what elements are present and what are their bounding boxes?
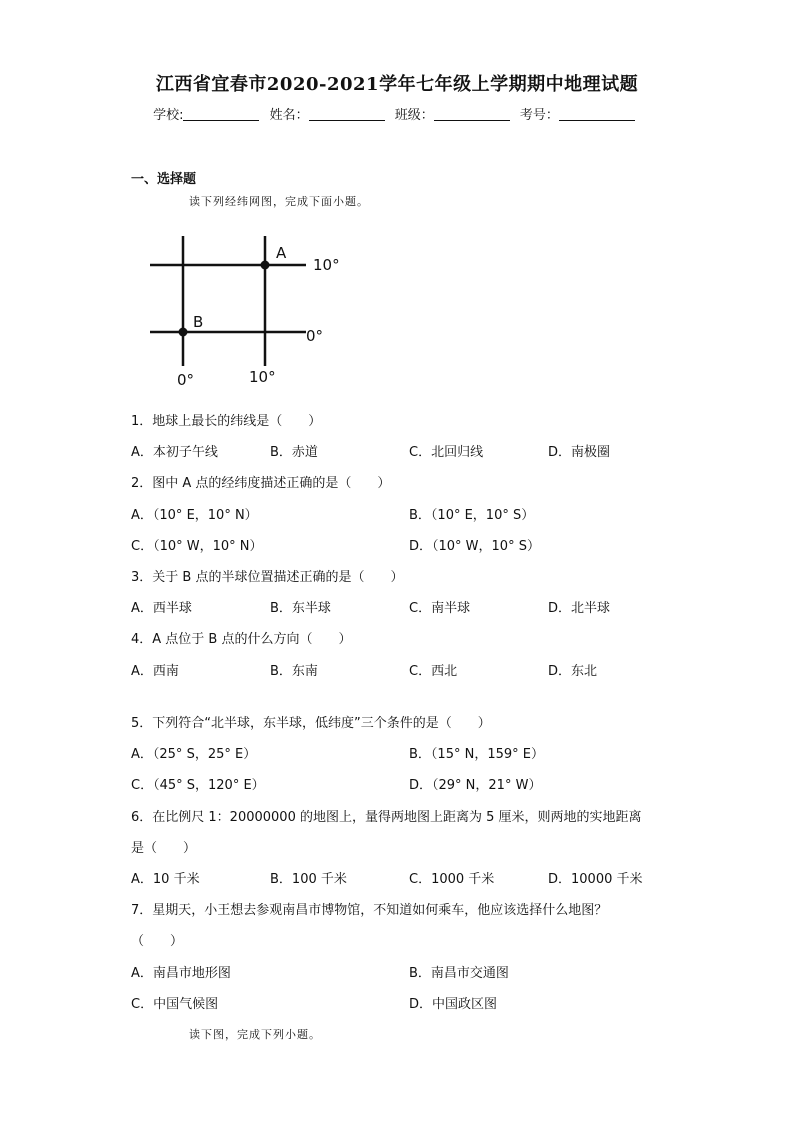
q2-option-b[interactable]: B．（10° E，10° S）	[409, 508, 535, 523]
lon-right-label: 10°	[249, 368, 276, 386]
q4-option-d[interactable]: D．东北	[548, 664, 598, 679]
lat-bottom-label: 0°	[306, 327, 324, 345]
student-info-line	[0, 104, 794, 123]
q4-option-a[interactable]: A．西南	[131, 664, 179, 679]
q3-option-c[interactable]: C．南半球	[409, 601, 471, 616]
school-blank[interactable]	[183, 106, 259, 121]
intro-text-1: 读下列经纬网图，完成下面小题。	[189, 195, 369, 208]
q1-option-c[interactable]: C．北回归线	[409, 445, 484, 460]
point-a-label: A	[276, 244, 287, 262]
q7-option-d[interactable]: D．中国政区图	[409, 997, 498, 1012]
q3-option-a[interactable]: A．西半球	[131, 601, 192, 616]
q5-option-d[interactable]: D．（29° N，21° W）	[409, 778, 542, 793]
q5-option-b[interactable]: B．（15° N，159° E）	[409, 747, 544, 762]
q2-option-a[interactable]: A．（10° E，10° N）	[131, 508, 258, 523]
q3-option-b[interactable]: B．东半球	[270, 601, 331, 616]
q7-option-b[interactable]: B．南昌市交通图	[409, 966, 509, 981]
point-b-label: B	[193, 313, 204, 331]
q2-option-c[interactable]: C．（10° W，10° N）	[131, 539, 263, 554]
q7-option-a[interactable]: A．南昌市地形图	[131, 966, 231, 981]
q4-option-b[interactable]: B．东南	[270, 664, 318, 679]
question-3: 3．关于 B 点的半球位置描述正确的是（ ）	[131, 570, 404, 585]
page-title: 江西省宜春市2020-2021学年七年级上学期期中地理试题	[155, 74, 639, 95]
class-label: 班级：	[394, 108, 434, 123]
q7-option-c[interactable]: C．中国气候图	[131, 997, 219, 1012]
q6-option-c[interactable]: C．1000 千米	[409, 872, 495, 887]
q1-option-b[interactable]: B．赤道	[270, 445, 318, 460]
question-7-continued: （ ）	[131, 934, 184, 949]
name-label: 姓名：	[269, 108, 309, 123]
school-label: 学校:	[153, 108, 184, 123]
q4-option-c[interactable]: C．西北	[409, 664, 458, 679]
question-1: 1．地球上最长的纬线是（ ）	[131, 414, 322, 429]
question-2: 2．图中 A 点的经纬度描述正确的是（ ）	[131, 476, 391, 491]
q1-option-a[interactable]: A．本初子午线	[131, 445, 218, 460]
q3-option-d[interactable]: D．北半球	[548, 601, 611, 616]
question-5: 5．下列符合“北半球，东半球，低纬度”三个条件的是（ ）	[131, 716, 491, 731]
question-6-continued: 是（ ）	[131, 841, 197, 856]
q5-option-a[interactable]: A．（25° S，25° E）	[131, 747, 257, 762]
lat-top-label: 10°	[313, 256, 340, 274]
q6-option-a[interactable]: A．10 千米	[131, 872, 200, 887]
q2-option-d[interactable]: D．（10° W，10° S）	[409, 539, 540, 554]
section-heading: 一、选择题	[131, 172, 197, 187]
q5-option-c[interactable]: C．（45° S，120° E）	[131, 778, 265, 793]
point-a-marker	[261, 261, 270, 270]
name-blank[interactable]	[309, 106, 385, 121]
q1-option-d[interactable]: D．南极圈	[548, 445, 611, 460]
number-label: 考号：	[519, 108, 559, 123]
point-b-marker	[179, 328, 188, 337]
q6-option-d[interactable]: D．10000 千米	[548, 872, 643, 887]
class-blank[interactable]	[434, 106, 510, 121]
question-6: 6．在比例尺 1：20000000 的地图上，量得两地图上距离为 5 厘米，则两地的实地距离	[131, 810, 642, 825]
lon-left-label: 0°	[177, 371, 195, 389]
q6-option-b[interactable]: B．100 千米	[270, 872, 347, 887]
question-7: 7．星期天，小王想去参观南昌市博物馆，不知道如何乘车，他应该选择什么地图？	[131, 903, 608, 918]
lat-long-grid-figure	[140, 228, 350, 393]
intro-text-2: 读下图，完成下列小题。	[189, 1028, 321, 1041]
question-4: 4．A 点位于 B 点的什么方向（ ）	[131, 632, 352, 647]
number-blank[interactable]	[559, 106, 635, 121]
